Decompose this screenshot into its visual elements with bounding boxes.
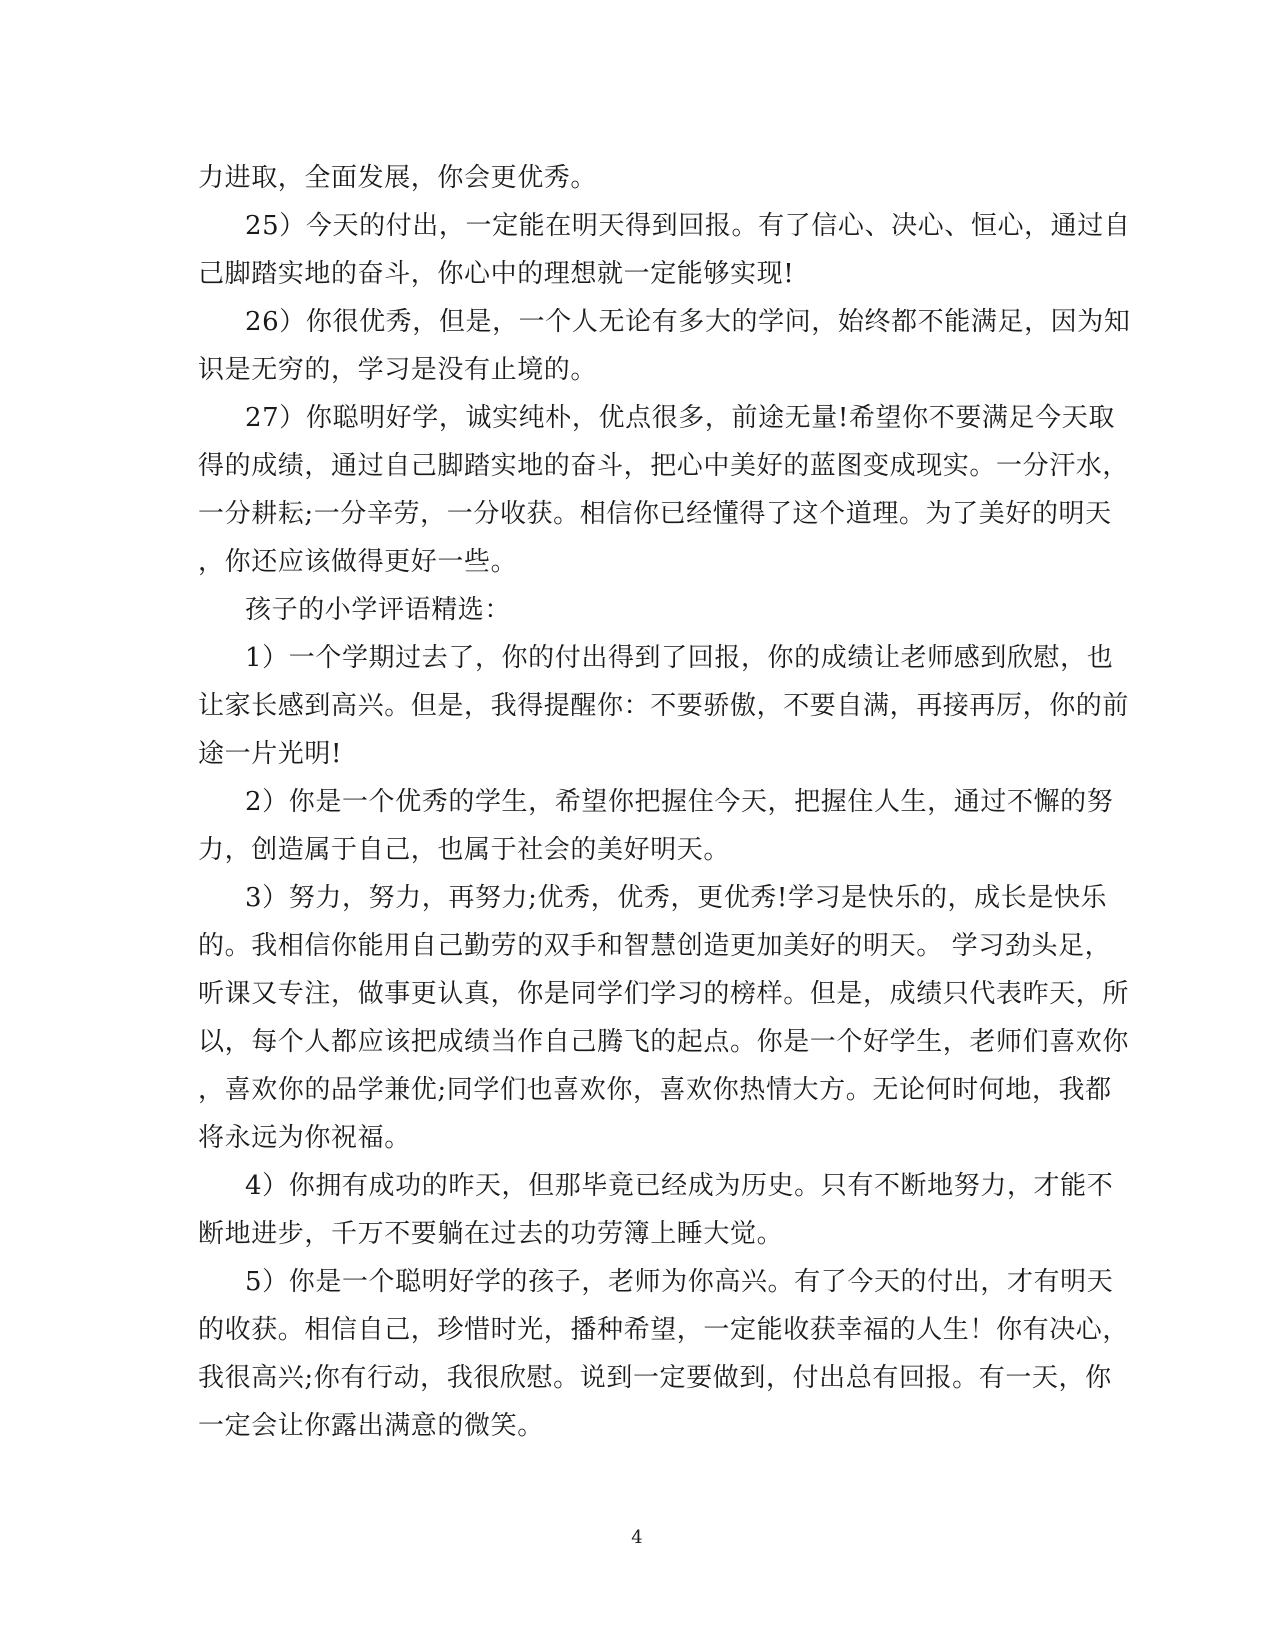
document-body: [198, 154, 1131, 1450]
paragraph-item-1: [198, 634, 1130, 778]
text-line: 3）努力，努力，再努力;优秀，优秀，更优秀!学习是快乐的，成长是快乐: [245, 883, 1108, 913]
text-line: 一分耕耘;一分辛劳，一分收获。相信你已经懂得了这个道理。为了美好的明天: [198, 499, 1112, 529]
text-line: ，你还应该做得更好一些。: [198, 547, 518, 577]
text-line: 25）今天的付出，一定能在明天得到回报。有了信心、决心、恒心，通过自: [245, 211, 1131, 241]
paragraph-item-3: [198, 874, 1130, 1162]
text-line: 1）一个学期过去了，你的付出得到了回报，你的成绩让老师感到欣慰，也: [245, 643, 1114, 673]
text-line: 27）你聪明好学，诚实纯朴，优点很多，前途无量!希望你不要满足今天取: [245, 403, 1115, 433]
section-heading: [198, 586, 1074, 634]
text-line: 以，每个人都应该把成绩当作自己腾飞的起点。你是一个好学生，老师们喜欢你: [198, 1027, 1130, 1057]
text-line: 力，创造属于自己，也属于社会的美好明天。: [198, 835, 731, 865]
paragraph-item-25: [198, 202, 1131, 298]
paragraph-continuation: [198, 154, 1074, 202]
paragraph-item-27: [198, 394, 1130, 586]
text-line: 听课又专注，做事更认真，你是同学们学习的榜样。但是，成绩只代表昨天，所: [198, 979, 1130, 1009]
paragraph-item-26: [198, 298, 1131, 394]
text-line: 我很高兴;你有行动，我很欣慰。说到一定要做到，付出总有回报。有一天，你: [198, 1363, 1112, 1393]
text-line: 26）你很优秀，但是，一个人无论有多大的学问，始终都不能满足，因为知: [245, 307, 1131, 337]
text-line: 5）你是一个聪明好学的孩子，老师为你高兴。有了今天的付出，才有明天: [245, 1267, 1114, 1297]
paragraph-item-2: [198, 778, 1114, 874]
text-line: 4）你拥有成功的昨天，但那毕竟已经成为历史。只有不断地努力，才能不: [245, 1171, 1114, 1201]
text-line: 识是无穷的，学习是没有止境的。: [198, 355, 598, 385]
text-line: 途一片光明!: [198, 739, 343, 769]
text-line: 力进取，全面发展，你会更优秀。: [198, 163, 598, 193]
text-line: 孩子的小学评语精选：: [245, 595, 512, 625]
paragraph-item-5: [198, 1258, 1130, 1450]
text-line: 2）你是一个优秀的学生，希望你把握住今天，把握住人生，通过不懈的努: [245, 787, 1114, 817]
text-line: 得的成绩，通过自己脚踏实地的奋斗，把心中美好的蓝图变成现实。一分汗水，: [198, 451, 1130, 481]
paragraph-item-4: [198, 1162, 1114, 1258]
text-line: 让家长感到高兴。但是，我得提醒你：不要骄傲，不要自满，再接再厉，你的前: [198, 691, 1130, 721]
page-number: 4: [631, 1527, 643, 1548]
text-line: 己脚踏实地的奋斗，你心中的理想就一定能够实现!: [198, 259, 795, 289]
text-line: 的收获。相信自己，珍惜时光，播种希望，一定能收获幸福的人生！你有决心，: [198, 1315, 1130, 1345]
text-line: 一定会让你露出满意的微笑。: [198, 1411, 544, 1441]
text-line: 断地进步，千万不要躺在过去的功劳簿上睡大觉。: [198, 1219, 784, 1249]
text-line: 将永远为你祝福。: [198, 1123, 411, 1153]
text-line: ，喜欢你的品学兼优;同学们也喜欢你，喜欢你热情大方。无论何时何地，我都: [198, 1075, 1112, 1105]
text-line: 的。我相信你能用自己勤劳的双手和智慧创造更加美好的明天。 学习劲头足，: [198, 931, 1112, 961]
